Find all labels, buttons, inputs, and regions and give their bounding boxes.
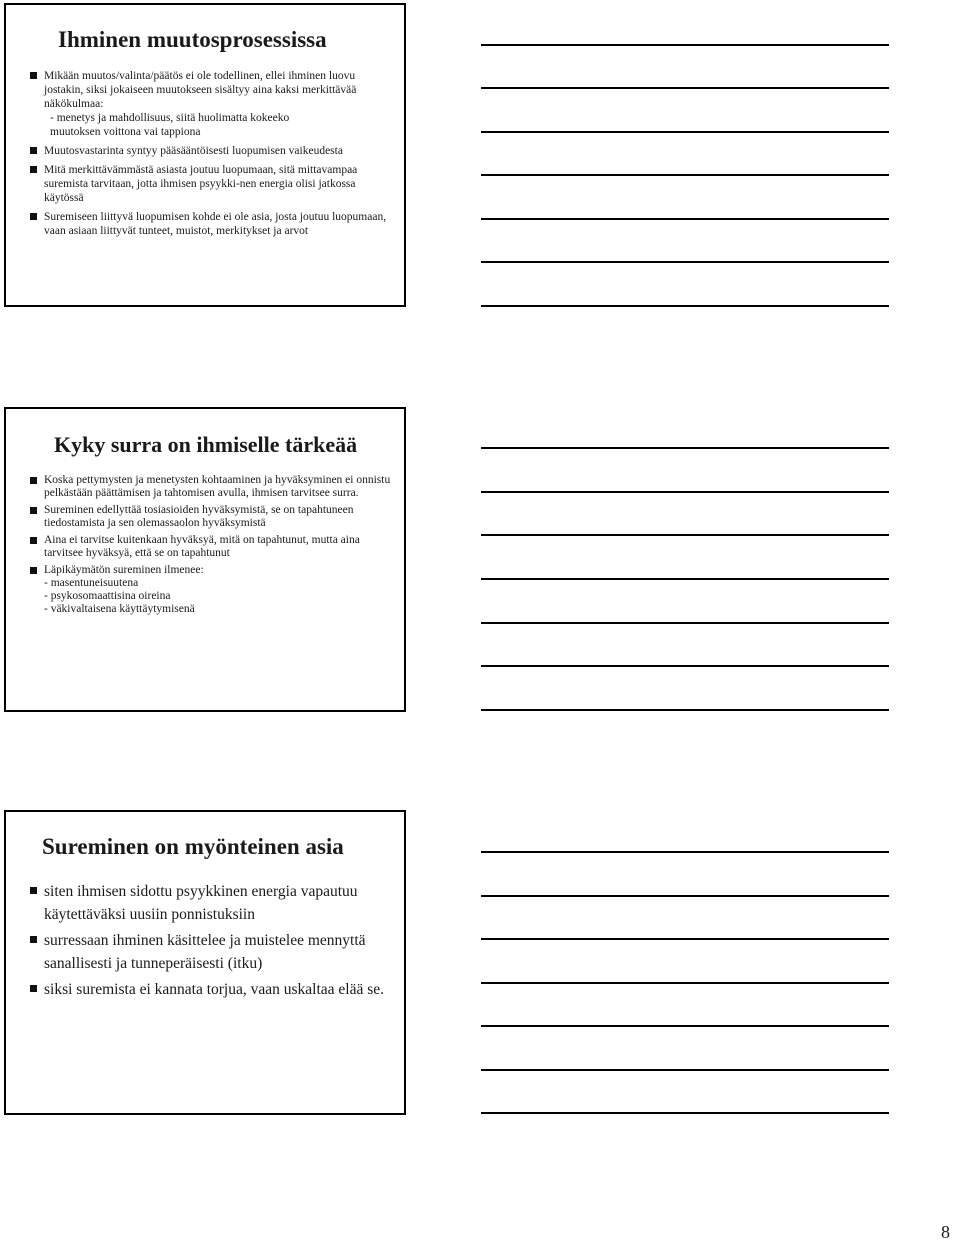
page-number: 8: [941, 1222, 950, 1242]
note-line: [481, 218, 889, 220]
note-line: [481, 938, 889, 940]
dash-item: - masentuneisuutena: [44, 577, 139, 589]
note-line: [481, 578, 889, 580]
list-item: [30, 144, 396, 158]
list-item: [30, 929, 396, 975]
note-line: [481, 1069, 889, 1071]
square-bullet-icon: [30, 477, 39, 486]
note-line: [481, 87, 889, 89]
bullet-list: [6, 860, 404, 1001]
list-item: [30, 534, 396, 560]
note-line: [481, 895, 889, 897]
square-bullet-icon: [30, 887, 39, 896]
list-item: [30, 474, 396, 500]
note-line: [481, 665, 889, 667]
list-item: [30, 504, 396, 530]
bullet-list: [6, 458, 404, 616]
bullet-text: Läpikäymätön sureminen ilmenee:: [44, 564, 204, 576]
sub-text: muutoksen voittona vai tappiona: [50, 126, 201, 138]
square-bullet-icon: [30, 507, 39, 516]
list-item: [30, 210, 396, 238]
square-bullet-icon: [30, 72, 39, 81]
bullet-text: Koska pettymysten ja menetysten kohtaaminen ja hyväksyminen ei onnistu pelkästään päättämisen ja tahtomisen avulla, ihmisen tarvitsee surra.: [44, 474, 391, 499]
list-item: [30, 163, 396, 205]
dash-item: - psykosomaattisina oireina: [44, 590, 171, 602]
bullet-text: siten ihmisen sidottu psyykkinen energia vapautuu käytettäväksi uusiin ponnistuksiin: [44, 883, 358, 923]
note-line: [481, 982, 889, 984]
note-line: [481, 1025, 889, 1027]
bullet-text: Mitä merkittävämmästä asiasta joutuu luopumaan, sitä mittavampaa suremista tarvitaan, jotta ihmisen psyykki-nen energia olisi jatkossa käytössä: [44, 164, 358, 204]
square-bullet-icon: [30, 567, 39, 576]
sub-text: - menetys ja mahdollisuus, siitä huolimatta kokeeko: [50, 112, 290, 124]
slide-title: Kyky surra on ihmiselle tärkeää: [54, 432, 358, 457]
dash-item: - väkivaltaisena käyttäytymisenä: [44, 603, 195, 615]
note-line: [481, 174, 889, 176]
slide-title: Sureminen on myönteinen asia: [42, 834, 344, 859]
bullet-text: Mikään muutos/valinta/päätös ei ole todellinen, ellei ihminen luovu jostakin, siksi jokaiseen muutokseen sisältyy aina kaksi merkittävää näkökulmaa:: [44, 70, 357, 110]
bullet-text: Aina ei tarvitse kuitenkaan hyväksyä, mitä on tapahtunut, mutta aina tarvitsee hyväksyä, että se on tapahtunut: [44, 534, 360, 559]
bullet-text: Suremiseen liittyvä luopumisen kohde ei ole asia, josta joutuu luopumaan, vaan asiaan liittyvät tunteet, muistot, merkitykset ja arvot: [44, 211, 387, 237]
note-line: [481, 305, 889, 307]
bullet-text: surressaan ihminen käsittelee ja muistelee mennyttä sanallisesti ja tunneperäisesti (itku): [44, 932, 366, 972]
note-line: [481, 261, 889, 263]
slide-2: [4, 407, 406, 712]
slide-1: [4, 3, 406, 307]
list-item: [30, 978, 396, 1001]
list-item: [30, 69, 396, 111]
note-line: [481, 491, 889, 493]
note-line: [481, 447, 889, 449]
note-line: [481, 534, 889, 536]
slide-3: [4, 810, 406, 1115]
note-line: [481, 851, 889, 853]
list-item-sub: [30, 111, 396, 139]
square-bullet-icon: [30, 147, 39, 156]
slide-title: Ihminen muutosprosessissa: [58, 27, 327, 52]
list-item: [30, 880, 396, 926]
list-item: [30, 564, 396, 616]
square-bullet-icon: [30, 166, 39, 175]
square-bullet-icon: [30, 985, 39, 994]
square-bullet-icon: [30, 936, 39, 945]
square-bullet-icon: [30, 537, 39, 546]
note-line: [481, 1112, 889, 1114]
bullet-list: [6, 53, 404, 238]
bullet-text: Muutosvastarinta syntyy pääsääntöisesti luopumisen vaikeudesta: [44, 145, 343, 157]
note-line: [481, 622, 889, 624]
square-bullet-icon: [30, 213, 39, 222]
bullet-text: Sureminen edellyttää tosiasioiden hyväksymistä, se on tapahtuneen tiedostamista ja sen olemassaolon hyväksymistä: [44, 504, 354, 529]
note-line: [481, 131, 889, 133]
note-line: [481, 44, 889, 46]
note-line: [481, 709, 889, 711]
bullet-text: siksi suremista ei kannata torjua, vaan uskaltaa elää se.: [44, 981, 385, 998]
